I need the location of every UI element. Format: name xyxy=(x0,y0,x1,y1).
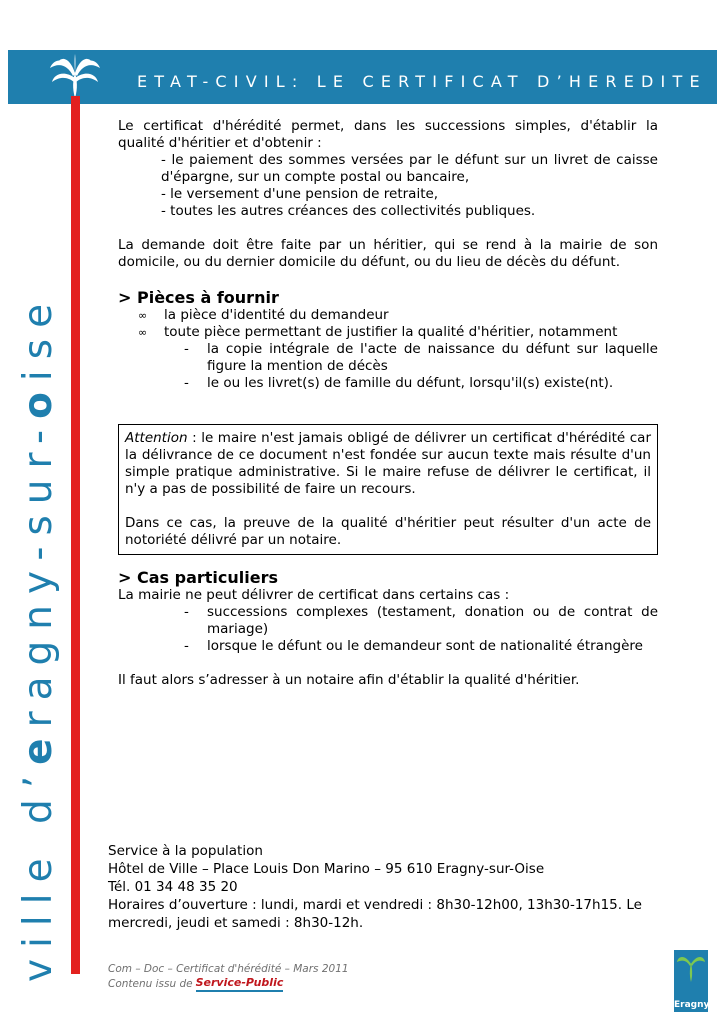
main-content xyxy=(118,118,658,392)
attention-label: Attention xyxy=(125,430,188,446)
accent-bar xyxy=(71,96,80,974)
dash-bullet-icon: - xyxy=(184,638,189,654)
list-item: ∞ toute pièce permettant de justifier la qualité d'héritier, notamment xyxy=(138,324,618,340)
attention-paragraph: Dans ce cas, la preuve de la qualité d'héritier peut résulter d'un acte de notoriété délivré par un notaire. xyxy=(125,515,651,548)
list-item: - la copie intégrale de l'acte de naissance du défunt sur laquelle figure la mention de décès xyxy=(184,341,658,374)
section-heading-pieces: > Pièces à fournir xyxy=(118,288,279,307)
dash-bullet-icon: - xyxy=(184,341,189,357)
cases-intro: La mairie ne peut délivrer de certificat dans certains cas : xyxy=(118,587,510,603)
intro-item: - le paiement des sommes versées par le défunt sur un livret de caisse d'épargne, sur un compte postal ou bancaire, xyxy=(161,152,658,185)
intro-item: - le versement d'une pension de retraite, xyxy=(161,186,439,202)
tree-icon xyxy=(674,950,708,990)
service-name: Service à la population xyxy=(108,843,263,859)
opening-hours: Horaires d’ouverture : lundi, mardi et vendredi : 8h30-12h00, 13h30-17h15. Le mercredi, jeudi et samedi : 8h30-12h. xyxy=(108,897,642,931)
eragny-logo-text: Eragny xyxy=(674,1000,710,1010)
list-item: - le ou les livret(s) de famille du défunt, lorsqu'il(s) existe(nt). xyxy=(184,375,614,391)
attention-box xyxy=(118,424,658,555)
intro-paragraph: Le certificat d'hérédité permet, dans les successions simples, d'établir la qualité d'héritier et d'obtenir : xyxy=(118,118,658,151)
section-heading-cas: > Cas particuliers xyxy=(118,568,278,587)
footer-contact xyxy=(108,842,668,932)
cases-closing: Il faut alors s’adresser à un notaire afin d'établir la qualité d'héritier. xyxy=(118,672,580,688)
credit-line: Com – Doc – Certificat d'hérédité – Mars 2011 xyxy=(108,963,349,975)
attention-text: : le maire n'est jamais obligé de délivrer un certificat d'hérédité car la délivrance de ce document n'est fondée sur aucun texte mais résulte d'un simple pratique administrative. Si le maire refuse de délivrer le certificat, il n'y a pas de possibilité de faire un recours. xyxy=(125,430,651,497)
phone: Tél. 01 34 48 35 20 xyxy=(108,879,238,895)
sidebar-city-name: ville d’eragny-sur-oise xyxy=(16,292,61,982)
dash-bullet-icon: - xyxy=(184,375,189,391)
request-paragraph: La demande doit être faite par un héritier, qui se rend à la mairie de son domicile, ou du dernier domicile du défunt, ou du lieu de décès du défunt. xyxy=(118,237,658,270)
credit-source-label: Contenu issu de xyxy=(108,978,193,990)
dash-bullet-icon: - xyxy=(184,604,189,620)
document-credit xyxy=(108,962,349,992)
list-item: - lorsque le défunt ou le demandeur sont de nationalité étrangère xyxy=(184,638,643,654)
infinity-bullet-icon: ∞ xyxy=(138,309,148,322)
eragny-logo xyxy=(674,950,708,1012)
cases-section xyxy=(118,568,658,689)
intro-item: - toutes les autres créances des collectivités publiques. xyxy=(161,203,536,219)
address: Hôtel de Ville – Place Louis Don Marino – 95 610 Eragny-sur-Oise xyxy=(108,861,545,877)
service-public-logo: Service-Public xyxy=(196,976,284,992)
list-item: ∞ la pièce d'identité du demandeur xyxy=(138,307,389,323)
page-title: ETAT-CIVIL: LE CERTIFICAT D’HEREDITE xyxy=(137,72,707,91)
list-item: - successions complexes (testament, donation ou de contrat de mariage) xyxy=(184,604,658,637)
infinity-bullet-icon: ∞ xyxy=(138,326,148,339)
